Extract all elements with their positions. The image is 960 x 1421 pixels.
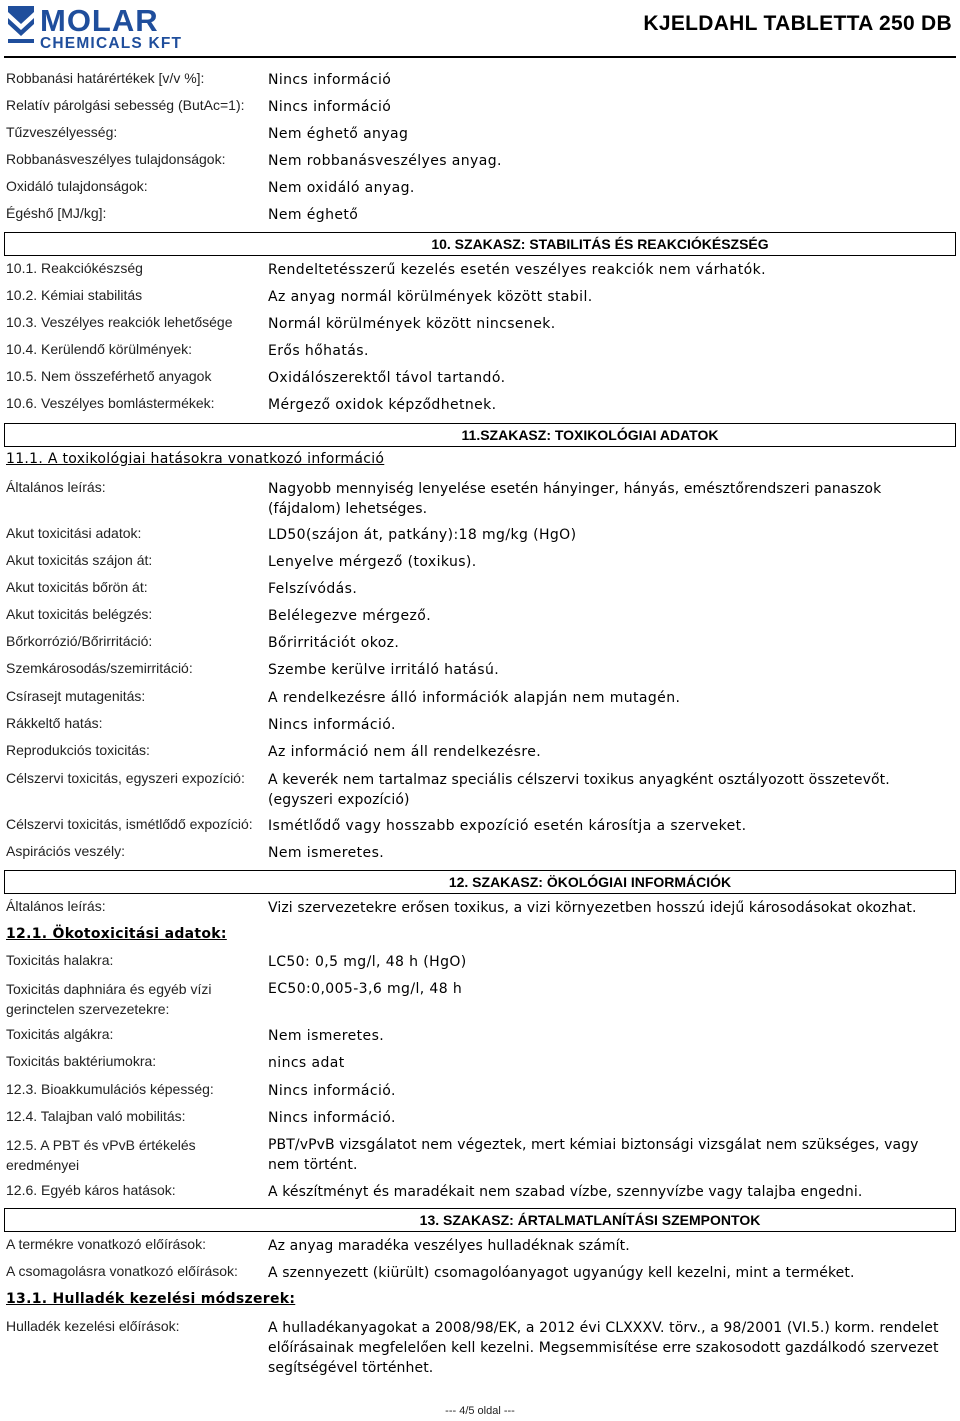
row-value: PBT/vPvB vizsgálatot nem végeztek, mert kémiai biztonsági vizsgálat nem szükséges, vagy nem történt. [268,1137,919,1173]
row-label: Akut toxicitási adatok: [6,525,142,541]
row-label: Toxicitás algákra: [6,1026,114,1042]
row-label: Célszervi toxicitás, ismétlődő expozíció: [6,816,253,832]
row-label: Csírasejt mutagenitás: [6,688,146,704]
row-value: Lenyelve mérgező (toxikus). [268,554,477,570]
row-value: Az anyag maradéka veszélyes hulladéknak számít. [268,1238,630,1254]
row-label: Akut toxicitás szájon át: [6,552,153,568]
section-title: 13. SZAKASZ: ÁRTALMATLANÍTÁSI SZEMPONTOK [419,1212,761,1228]
row-label: Célszervi toxicitás, egyszeri expozíció: [6,770,245,786]
row-label: Általános leírás: [6,479,106,495]
row-label: 10.4. Kerülendő körülmények: [6,341,192,357]
row-label: Bőrkorrózió/Bőrirritáció: [6,633,153,649]
row-label: Rákkeltő hatás: [6,715,103,731]
document-title: KJELDAHL TABLETTA 250 DB [643,12,952,35]
row-value: Bőrirritációt okoz. [268,635,400,651]
row-value: Oxidálószerektől távol tartandó. [268,370,506,386]
row-label: Szemkárosodás/szemirritáció: [6,660,193,676]
logo-wordmark: MOLAR [40,4,159,38]
row-label: 10.6. Veszélyes bomlástermékek: [6,395,215,411]
molar-chemicals-logo [6,4,236,50]
logo-subtitle: CHEMICALS KFT [40,35,183,50]
row-value: Nem ismeretes. [268,1028,385,1044]
section-12-header [4,870,956,894]
row-value: Mérgező oxidok képződhetnek. [268,397,497,413]
property-label: Oxidáló tulajdonságok: [6,178,148,194]
property-label: Robbanásveszélyes tulajdonságok: [6,151,226,167]
row-value: Felszívódás. [268,581,358,597]
row-value: Normál körülmények között nincsenek. [268,316,556,332]
row-value: Nincs információ. [268,717,396,733]
row-label: Toxicitás halakra: [6,952,114,968]
row-value: EC50:0,005-3,6 mg/l, 48 h [268,981,463,997]
row-label: A termékre vonatkozó előírások: [6,1236,206,1252]
section-title: 11.SZAKASZ: TOXIKOLÓGIAI ADATOK [461,427,719,443]
row-value: Erős hőhatás. [268,343,369,359]
property-value: Nincs információ [268,99,392,115]
property-value: Nem éghető [268,207,359,223]
row-label: 10.3. Veszélyes reakciók lehetősége [6,314,233,330]
row-value: Nem ismeretes. [268,845,385,861]
row-value: Rendeltetésszerű kezelés esetén veszélyes reakciók nem várhatók. [268,262,766,278]
row-label: Aspirációs veszély: [6,843,126,859]
row-value: LD50(szájon át, patkány):18 mg/kg (HgO) [268,527,577,543]
row-value: Ismétlődő vagy hosszabb expozíció esetén károsítja a szerveket. [268,818,747,834]
row-value: Szembe kerülve irritáló hatású. [268,662,500,678]
row-value: A szennyezett (kiürült) csomagolóanyagot ugyanúgy kell kezelni, mint a terméket. [268,1265,855,1281]
row-value: LC50: 0,5 mg/l, 48 h (HgO) [268,954,467,970]
row-value: Nincs információ. [268,1110,396,1126]
row-label: Akut toxicitás bőrön át: [6,579,148,595]
row-label: Reprodukciós toxicitás: [6,742,150,758]
row-value: Az anyag normál körülmények között stabil. [268,289,593,305]
property-value: Nem éghető anyag [268,126,409,142]
row-value: nincs adat [268,1055,345,1071]
property-value: Nem robbanásveszélyes anyag. [268,153,502,169]
property-label: Égéshő [MJ/kg]: [6,205,107,221]
row-value: Az információ nem áll rendelkezésre. [268,744,542,760]
row-value: Vizi szervezetekre erősen toxikus, a vizi környezetben hosszú idejű károsodásokat okozhat. [268,900,917,916]
section-title: 10. SZAKASZ: STABILITÁS ÉS REAKCIÓKÉSZSÉG [431,236,769,252]
section-13-header [4,1208,956,1232]
row-label: 12.3. Bioakkumulációs képesség: [6,1081,214,1097]
row-value: A hulladékanyagokat a 2008/98/EK, a 2012 évi CLXXXV. törv., a 98/2001 (VI.5.) korm. rendelet előírásainak megfelelően kell kezelni. Megsemmisítése erre szakosodott gazdálkodó szervezet segítségével történhet. [268,1320,939,1376]
section-10-header [4,232,956,256]
row-value: Nagyobb mennyiség lenyelése esetén hányinger, hányás, emésztőrendszeri panaszok (fájdalom) lehetséges. [268,481,882,517]
property-value: Nem oxidáló anyag. [268,180,415,196]
header-divider [4,56,956,58]
row-value: A készítményt és maradékait nem szabad vízbe, szennyvízbe vagy talajba engedni. [268,1184,863,1200]
row-label: Általános leírás: [6,898,106,914]
row-label: Hulladék kezelési előírások: [6,1318,180,1334]
property-label: Tűzveszélyesség: [6,124,118,140]
row-value: Belélegezve mérgező. [268,608,432,624]
row-label: 12.6. Egyéb káros hatások: [6,1182,176,1198]
row-label: 12.5. A PBT és vPvB értékelés eredményei [6,1137,196,1173]
row-value: A keverék nem tartalmaz speciális célszervi toxikus anyagként osztályozott összetevőt. (egyszeri expozíció) [268,772,890,808]
row-label: Toxicitás baktériumokra: [6,1053,157,1069]
row-label: 10.5. Nem összeférhető anyagok [6,368,212,384]
row-label: Akut toxicitás belégzés: [6,606,153,622]
row-label: 12.4. Talajban való mobilitás: [6,1108,186,1124]
row-value: A rendelkezésre álló információk alapján nem mutagén. [268,690,681,706]
page-number: --- 4/5 oldal --- [445,1405,515,1417]
row-label: Toxicitás daphniára és egyéb vízi gerinctelen szervezetekre: [6,981,212,1017]
section-11-header [4,423,956,447]
section-title: 12. SZAKASZ: ÖKOLÓGIAI INFORMÁCIÓK [448,874,732,890]
section-subhead: 12.1. Ökotoxicitási adatok: [6,926,227,942]
row-label: A csomagolásra vonatkozó előírások: [6,1263,238,1279]
property-label: Relatív párolgási sebesség (ButAc=1): [6,97,245,113]
section-subhead: 11.1. A toxikológiai hatásokra vonatkozó információ [6,451,385,467]
document-header [0,0,960,58]
property-value: Nincs információ [268,72,392,88]
row-value: Nincs információ. [268,1083,396,1099]
section-subhead: 13.1. Hulladék kezelési módszerek: [6,1291,296,1307]
row-label: 10.1. Reakciókészség [6,260,143,276]
row-label: 10.2. Kémiai stabilitás [6,287,143,303]
property-label: Robbanási határértékek [v/v %]: [6,70,205,86]
